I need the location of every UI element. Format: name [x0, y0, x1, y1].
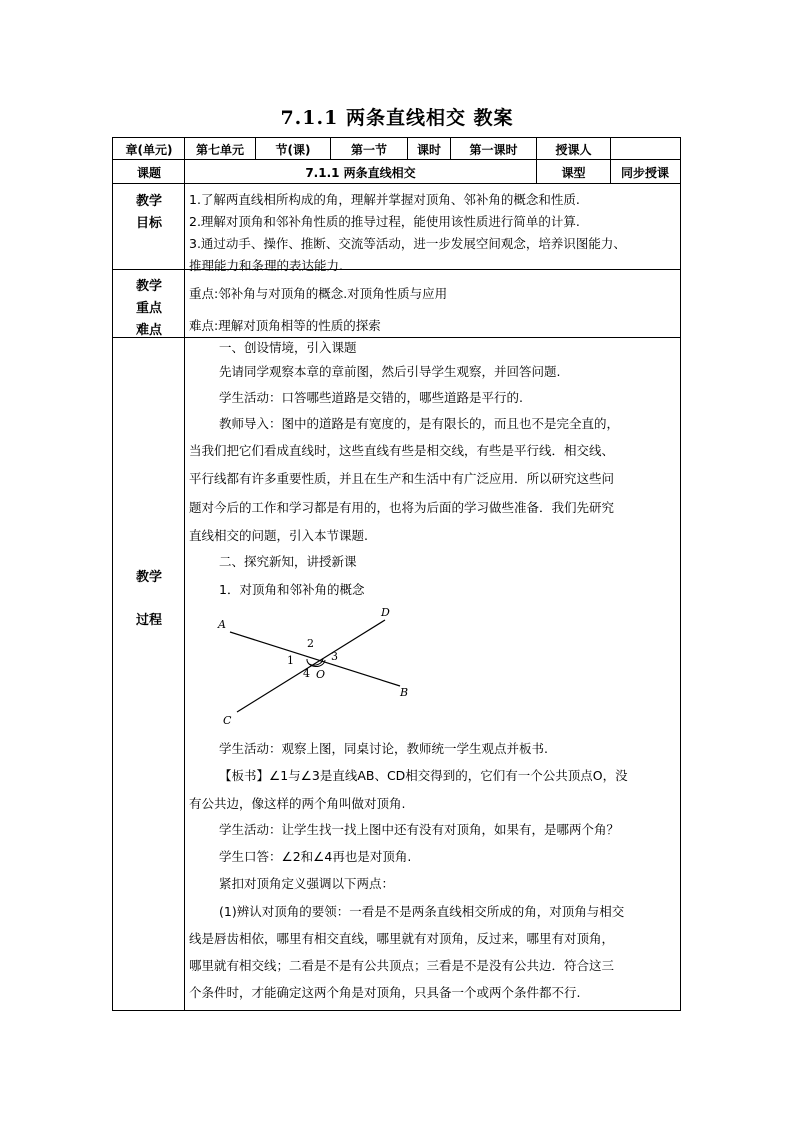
period-label: 课时 — [416, 143, 441, 157]
column-divider — [255, 138, 256, 159]
goals-label-2: 目标 — [135, 216, 162, 231]
angle-label-4: 4 — [303, 667, 310, 680]
row-divider — [113, 183, 680, 184]
process-line: 学生活动：观察上图，同桌讨论，教师统一学生观点并板书. — [219, 741, 548, 756]
column-divider — [407, 138, 408, 159]
row-divider — [113, 337, 680, 338]
section-value: 第一节 — [350, 143, 387, 157]
process-line: 【板书】∠1与∠3是直线AB、CD相交得到的，它们有一个公共顶点O，没 — [219, 768, 628, 783]
goals-label-1: 教学 — [135, 194, 162, 209]
teacher-label: 授课人 — [555, 143, 592, 157]
section-label: 节(课) — [275, 143, 311, 157]
topic-label: 课题 — [136, 166, 161, 180]
column-divider — [450, 138, 451, 159]
row-divider — [113, 159, 680, 160]
goal-line: 2.理解对顶角和邻补角性质的推导过程，能使用该性质进行简单的计算. — [189, 214, 580, 229]
process-line: 教师导入：图中的道路是有宽度的，是有限长的，而且也不是完全直的， — [219, 416, 620, 431]
column-divider — [536, 138, 537, 183]
lesson-type-label: 课型 — [561, 166, 586, 180]
point-label-o: O — [316, 668, 326, 681]
process-label-1: 教学 — [135, 570, 162, 585]
process-line: 学生活动：让学生找一找上图中还有没有对顶角，如果有，是哪两个角？ — [219, 822, 620, 837]
process-line: 学生活动：口答哪些道路是交错的，哪些道路是平行的. — [219, 390, 523, 405]
angle-label-2: 2 — [307, 637, 314, 650]
process-line: 学生口答：∠2和∠4再也是对顶角. — [219, 849, 412, 864]
chapter-label: 章(单元) — [125, 143, 173, 157]
column-divider — [610, 138, 611, 183]
line-ab — [230, 632, 400, 686]
process-line: 一、创设情境，引入课题 — [219, 340, 357, 355]
keypoints-label-1: 教学 — [135, 279, 162, 294]
angle-label-3: 3 — [331, 650, 338, 663]
point-label-b: B — [400, 686, 409, 699]
process-line: 紧扣对顶角定义强调以下两点： — [219, 876, 395, 891]
chapter-value: 第七单元 — [195, 143, 244, 157]
process-line: 个条件时，才能确定这两个角是对顶角，只具备一个或两个条件都不行. — [189, 985, 581, 1000]
process-line: 平行线都有许多重要性质，并且在生产和生活中有广泛应用．所以研究这些问 — [189, 471, 615, 486]
process-line: 有公共边，像这样的两个角叫做对顶角. — [189, 796, 406, 811]
point-label-d: D — [381, 606, 390, 619]
difficult-point-text: 难点:理解对顶角相等的性质的探索 — [189, 318, 381, 333]
column-divider — [330, 138, 331, 159]
key-point-text: 重点:邻补角与对顶角的概念.对顶角性质与应用 — [189, 286, 448, 301]
point-label-a: A — [218, 618, 226, 631]
document-title: 7.1.1 两条直线相交 教案 — [280, 107, 514, 129]
process-line: 题对今后的工作和学习都是有用的，也将为后面的学习做些准备．我们先研究 — [189, 500, 615, 515]
process-line: 二、探究新知，讲授新课 — [219, 554, 357, 569]
keypoints-label-2: 重点 — [135, 301, 162, 316]
line-cd — [237, 620, 385, 712]
angle-label-1: 1 — [287, 654, 294, 667]
process-line: 线是唇齿相依，哪里有相交直线，哪里就有对顶角，反过来，哪里有对顶角， — [189, 931, 615, 946]
process-line: 当我们把它们看成直线时，这些直线有些是相交线，有些是平行线．相交线、 — [189, 443, 615, 458]
process-line: (1)辨认对顶角的要领：一看是不是两条直线相交所成的角，对顶角与相交 — [219, 904, 625, 919]
goal-line: 1.了解两直线相所构成的角，理解并掌握对顶角、邻补角的概念和性质. — [189, 192, 580, 207]
keypoints-label-3: 难点 — [135, 323, 162, 338]
goal-line: 推理能力和条理的表达能力. — [189, 258, 343, 273]
lesson-type-value: 同步授课 — [620, 166, 669, 180]
goal-line: 3.通过动手、操作、推断、交流等活动，进一步发展空间观念，培养识图能力、 — [189, 236, 626, 251]
process-line: 先请同学观察本章的章前图，然后引导学生观察，并回答问题. — [219, 364, 561, 379]
process-line: 直线相交的问题，引入本节课题. — [189, 528, 368, 543]
intersecting-lines-figure — [215, 604, 415, 729]
point-label-c: C — [223, 714, 232, 727]
process-label-2: 过程 — [135, 613, 162, 628]
process-line: 哪里就有相交线；二看是不是有公共顶点；三看是不是没有公共边．符合这三 — [189, 958, 615, 973]
process-line: 1．对顶角和邻补角的概念 — [219, 582, 365, 597]
period-value: 第一课时 — [469, 143, 518, 157]
topic-value: 7.1.1 两条直线相交 — [305, 166, 416, 180]
